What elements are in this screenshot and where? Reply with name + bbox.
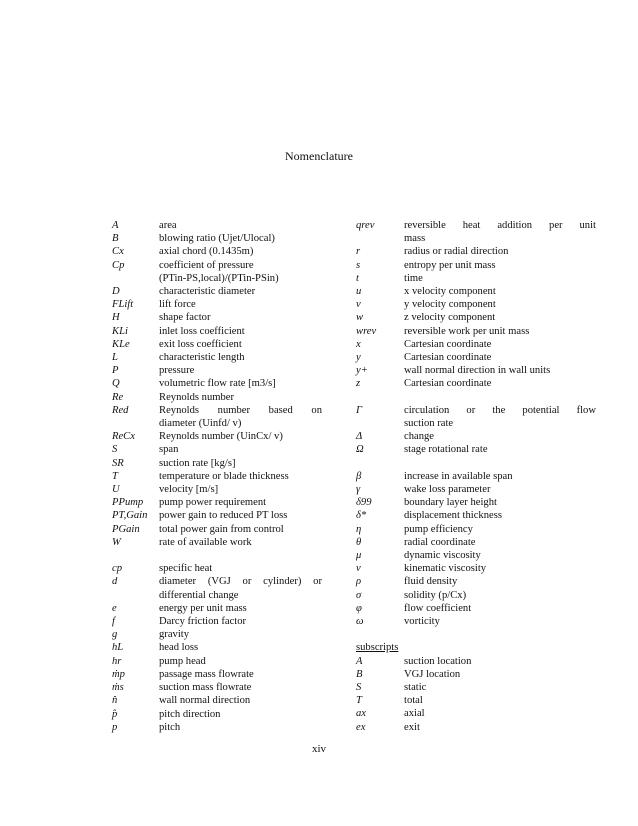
nomenclature-definition: rate of available work [159, 536, 252, 548]
nomenclature-row [356, 721, 596, 734]
nomenclature-symbol [112, 272, 159, 285]
nomenclature-definition: gravity [159, 629, 190, 641]
nomenclature-row [112, 457, 322, 470]
nomenclature-definition: fluid density [404, 576, 458, 588]
nomenclature-symbol: β [356, 470, 362, 482]
nomenclature-symbol: g [112, 629, 118, 641]
nomenclature-definition: wake loss parameter [404, 484, 491, 496]
nomenclature-definition: exit [404, 721, 420, 733]
nomenclature-row [112, 377, 322, 390]
nomenclature-row [112, 589, 322, 602]
nomenclature-definition: blowing ratio (Ujet/Ulocal) [159, 233, 275, 245]
nomenclature-symbol: SR [112, 457, 124, 469]
nomenclature-row [112, 602, 322, 615]
nomenclature-row [112, 681, 322, 694]
nomenclature-symbol: wrev [356, 325, 377, 337]
nomenclature-row [356, 351, 596, 364]
nomenclature-definition: kinematic viscosity [404, 563, 487, 575]
nomenclature-definition: characteristic diameter [159, 286, 256, 298]
nomenclature-symbol: Γ [356, 404, 363, 416]
nomenclature-definition: Reynolds number (UinCx/ v) [159, 431, 283, 443]
nomenclature-symbol: KLi [112, 325, 128, 337]
nomenclature-definition: (PTin-PS,local)/(PTin-PSin) [159, 272, 279, 284]
nomenclature-row [356, 523, 596, 536]
nomenclature-row [356, 285, 596, 298]
nomenclature-definition: suction location [404, 655, 472, 667]
nomenclature-definition: energy per unit mass [159, 602, 247, 614]
nomenclature-row [112, 285, 322, 298]
nomenclature-row [356, 509, 596, 522]
nomenclature-symbol: ReCx [112, 431, 135, 443]
nomenclature-definition: coefficient of pressure [159, 259, 254, 271]
nomenclature-symbol: d [112, 576, 118, 588]
nomenclature-definition: mass [404, 233, 426, 245]
nomenclature-definition: stage rotational rate [404, 444, 488, 456]
nomenclature-symbol: PPump [112, 497, 144, 509]
nomenclature-right-column [356, 219, 596, 734]
nomenclature-definition: lift force [159, 299, 196, 311]
nomenclature-definition: diameter (VGJ or cylinder) or [159, 576, 322, 588]
nomenclature-definition: pump power requirement [159, 497, 267, 509]
nomenclature-symbol: B [112, 233, 119, 245]
nomenclature-symbol: f [112, 616, 115, 628]
nomenclature-definition: vorticity [404, 616, 440, 628]
nomenclature-row [356, 259, 596, 272]
nomenclature-definition: inlet loss coefficient [159, 325, 245, 337]
nomenclature-row [112, 496, 322, 509]
nomenclature-row [356, 549, 596, 562]
nomenclature-row [112, 245, 322, 258]
nomenclature-definition: axial [404, 708, 425, 720]
nomenclature-symbol: y+ [356, 365, 368, 377]
nomenclature-row [356, 470, 596, 483]
nomenclature-definition: wall normal direction in wall units [404, 365, 551, 377]
nomenclature-symbol: Red [112, 404, 129, 416]
nomenclature-symbol: A [356, 655, 363, 667]
nomenclature-symbol: y [356, 352, 361, 364]
nomenclature-definition: increase in available span [404, 470, 513, 482]
nomenclature-definition: volumetric flow rate [m3/s] [159, 378, 276, 390]
nomenclature-symbol: v [356, 299, 361, 311]
nomenclature-row [112, 562, 322, 575]
nomenclature-definition: radius or radial direction [404, 246, 509, 258]
nomenclature-row [112, 391, 322, 404]
nomenclature-symbol: r [356, 246, 361, 258]
nomenclature-symbol: δ99 [356, 497, 372, 509]
nomenclature-symbol: qrev [356, 220, 375, 231]
nomenclature-symbol [112, 589, 159, 602]
nomenclature-definition: pump head [159, 655, 206, 667]
nomenclature-symbol: s [356, 259, 361, 271]
nomenclature-symbol: Cx [112, 246, 124, 258]
nomenclature-row [356, 655, 596, 668]
nomenclature-definition: flow coefficient [404, 602, 472, 614]
nomenclature-definition: velocity [m/s] [159, 484, 219, 496]
nomenclature-row [112, 443, 322, 456]
nomenclature-symbol: hL [112, 642, 124, 654]
nomenclature-row [356, 272, 596, 285]
nomenclature-row [356, 338, 596, 351]
nomenclature-row [112, 338, 322, 351]
nomenclature-row [356, 364, 596, 377]
page-number: xiv [311, 743, 327, 755]
nomenclature-row [356, 245, 596, 258]
nomenclature-row [112, 655, 322, 668]
nomenclature-symbol: ṁp [112, 668, 125, 680]
nomenclature-row [112, 417, 322, 430]
nomenclature-row [112, 470, 322, 483]
nomenclature-row [356, 377, 596, 390]
nomenclature-definition: suction rate [404, 418, 454, 430]
nomenclature-row [356, 589, 596, 602]
nomenclature-symbol: S [112, 444, 118, 456]
nomenclature-definition: temperature or blade thickness [159, 470, 289, 482]
nomenclature-row [112, 509, 322, 522]
nomenclature-symbol: Cp [112, 259, 125, 271]
nomenclature-symbol: μ [356, 550, 362, 562]
nomenclature-definition: boundary layer height [404, 497, 497, 509]
nomenclature-row [356, 417, 596, 430]
nomenclature-definition: suction mass flowrate [159, 682, 252, 694]
nomenclature-symbol: T [356, 695, 362, 707]
nomenclature-row [356, 443, 596, 456]
nomenclature-symbol: W [112, 536, 121, 548]
nomenclature-row [356, 641, 596, 654]
nomenclature-definition: entropy per unit mass [404, 259, 496, 271]
nomenclature-symbol: FLift [112, 299, 134, 311]
nomenclature-row [112, 404, 322, 417]
nomenclature-definition: wall normal direction [159, 695, 251, 707]
nomenclature-row [112, 259, 322, 272]
nomenclature-definition: pressure [159, 365, 195, 377]
nomenclature-symbol [356, 417, 404, 430]
page-title: Nomenclature [285, 149, 353, 163]
nomenclature-definition: x velocity component [404, 286, 496, 298]
nomenclature-symbol: t [356, 272, 359, 284]
nomenclature-symbol: B [356, 668, 363, 680]
nomenclature-row [356, 483, 596, 496]
nomenclature-definition: total [404, 695, 423, 707]
row-gap [356, 457, 596, 470]
nomenclature-definition: pump efficiency [404, 523, 473, 535]
nomenclature-row [112, 615, 322, 628]
nomenclature-symbol: ex [356, 721, 366, 733]
nomenclature-definition: passage mass flowrate [159, 668, 254, 680]
nomenclature-definition: change [404, 431, 434, 443]
nomenclature-row [356, 536, 596, 549]
nomenclature-row [356, 615, 596, 628]
nomenclature-row [356, 298, 596, 311]
nomenclature-row [356, 681, 596, 694]
nomenclature-symbol: σ [356, 589, 362, 601]
nomenclature-row [112, 311, 322, 324]
nomenclature-symbol: n̂ [112, 695, 118, 707]
nomenclature-definition: suction rate [kg/s] [159, 457, 236, 469]
nomenclature-definition: pitch direction [159, 708, 221, 720]
nomenclature-definition: area [159, 220, 177, 231]
nomenclature-symbol: cp [112, 563, 122, 575]
nomenclature-definition: static [404, 682, 427, 694]
nomenclature-definition: exit loss coefficient [159, 338, 242, 350]
nomenclature-definition: reversible heat addition per unit [404, 220, 596, 231]
nomenclature-row [356, 232, 596, 245]
nomenclature-symbol: w [356, 312, 364, 324]
nomenclature-definition: reversible work per unit mass [404, 325, 530, 337]
nomenclature-definition: span [159, 444, 179, 456]
nomenclature-symbol: U [112, 484, 120, 496]
nomenclature-definition: diameter (Uinfd/ v) [159, 418, 242, 430]
nomenclature-row [112, 708, 322, 721]
nomenclature-row [112, 628, 322, 641]
nomenclature-row [356, 668, 596, 681]
nomenclature-row [356, 404, 596, 417]
nomenclature-row [112, 483, 322, 496]
nomenclature-symbol: η [356, 523, 362, 535]
nomenclature-symbol: P [112, 365, 119, 377]
nomenclature-row [356, 602, 596, 615]
nomenclature-symbol [112, 417, 159, 430]
nomenclature-row [356, 219, 596, 232]
nomenclature-left-column [112, 219, 322, 734]
nomenclature-symbol: ax [356, 708, 366, 720]
nomenclature-definition: pitch [159, 721, 181, 733]
nomenclature-symbol: x [356, 338, 361, 350]
nomenclature-symbol: θ [356, 536, 362, 548]
nomenclature-definition: power gain to reduced PT loss [159, 510, 288, 522]
nomenclature-row [112, 232, 322, 245]
nomenclature-symbol: u [356, 286, 362, 298]
nomenclature-row [356, 707, 596, 720]
nomenclature-definition: Darcy friction factor [159, 616, 247, 628]
nomenclature-symbol: γ [356, 484, 361, 496]
nomenclature-symbol: p̂ [112, 708, 118, 720]
nomenclature-symbol: D [112, 286, 120, 298]
nomenclature-symbol: z [356, 378, 361, 390]
nomenclature-symbol: L [112, 352, 118, 364]
nomenclature-row [356, 694, 596, 707]
nomenclature-symbol: Re [112, 391, 124, 403]
nomenclature-symbol: p [112, 721, 118, 733]
nomenclature-symbol: PGain [112, 523, 140, 535]
nomenclature-row [112, 668, 322, 681]
row-gap [356, 628, 596, 641]
nomenclature-symbol: ṁs [112, 682, 124, 694]
nomenclature-symbol: Ω [356, 444, 364, 456]
nomenclature-definition: radial coordinate [404, 536, 476, 548]
nomenclature-definition: solidity (p/Cx) [404, 589, 467, 601]
nomenclature-row [356, 325, 596, 338]
nomenclature-definition: Cartesian coordinate [404, 338, 492, 350]
nomenclature-symbol: φ [356, 602, 362, 614]
nomenclature-row [112, 298, 322, 311]
nomenclature-symbol: δ* [356, 510, 367, 522]
nomenclature-row [112, 351, 322, 364]
nomenclature-definition: dynamic viscosity [404, 550, 481, 562]
nomenclature-row [112, 575, 322, 588]
nomenclature-symbol: Q [112, 378, 120, 390]
nomenclature-symbol: hr [112, 655, 122, 667]
nomenclature-row [112, 536, 322, 549]
nomenclature-definition: differential change [159, 589, 239, 601]
nomenclature-definition: axial chord (0.1435m) [159, 246, 254, 258]
nomenclature-symbol: S [356, 682, 362, 694]
nomenclature-definition: total power gain from control [159, 523, 284, 535]
nomenclature-symbol: ν [356, 563, 361, 575]
nomenclature-row [356, 430, 596, 443]
nomenclature-definition: Cartesian coordinate [404, 352, 492, 364]
nomenclature-row [356, 311, 596, 324]
nomenclature-definition: z velocity component [404, 312, 496, 324]
nomenclature-row [356, 496, 596, 509]
nomenclature-row [112, 523, 322, 536]
nomenclature-row [112, 721, 322, 734]
nomenclature-row [112, 364, 322, 377]
nomenclature-definition: shape factor [159, 312, 211, 324]
nomenclature-row [112, 430, 322, 443]
row-gap [356, 391, 596, 404]
nomenclature-definition: specific heat [159, 563, 213, 575]
nomenclature-symbol [356, 232, 404, 245]
nomenclature-definition: Cartesian coordinate [404, 378, 492, 390]
nomenclature-symbol: ρ [356, 576, 362, 588]
nomenclature-definition: time [404, 272, 423, 284]
nomenclature-symbol: T [112, 470, 118, 482]
nomenclature-definition: Reynolds number based on [159, 404, 322, 416]
nomenclature-symbol: A [112, 220, 119, 231]
nomenclature-symbol: e [112, 602, 117, 614]
nomenclature-row [356, 575, 596, 588]
nomenclature-symbol: Δ [356, 431, 363, 443]
nomenclature-definition: head loss [159, 642, 199, 654]
nomenclature-row [112, 272, 322, 285]
subscripts-header: subscripts [356, 642, 399, 654]
nomenclature-row [112, 641, 322, 654]
nomenclature-symbol: H [112, 312, 120, 324]
nomenclature-row [112, 694, 322, 707]
nomenclature-row [112, 325, 322, 338]
nomenclature-definition: circulation or the potential flow [404, 404, 596, 416]
nomenclature-definition: y velocity component [404, 299, 496, 311]
nomenclature-symbol: KLe [112, 338, 130, 350]
nomenclature-row [112, 219, 322, 232]
row-gap [112, 549, 322, 562]
nomenclature-definition: VGJ location [404, 668, 461, 680]
nomenclature-symbol: ω [356, 616, 364, 628]
nomenclature-symbol: PT,Gain [112, 510, 148, 522]
nomenclature-row [356, 562, 596, 575]
nomenclature-definition: characteristic length [159, 352, 245, 364]
nomenclature-definition: displacement thickness [404, 510, 502, 522]
nomenclature-definition: Reynolds number [159, 391, 235, 403]
